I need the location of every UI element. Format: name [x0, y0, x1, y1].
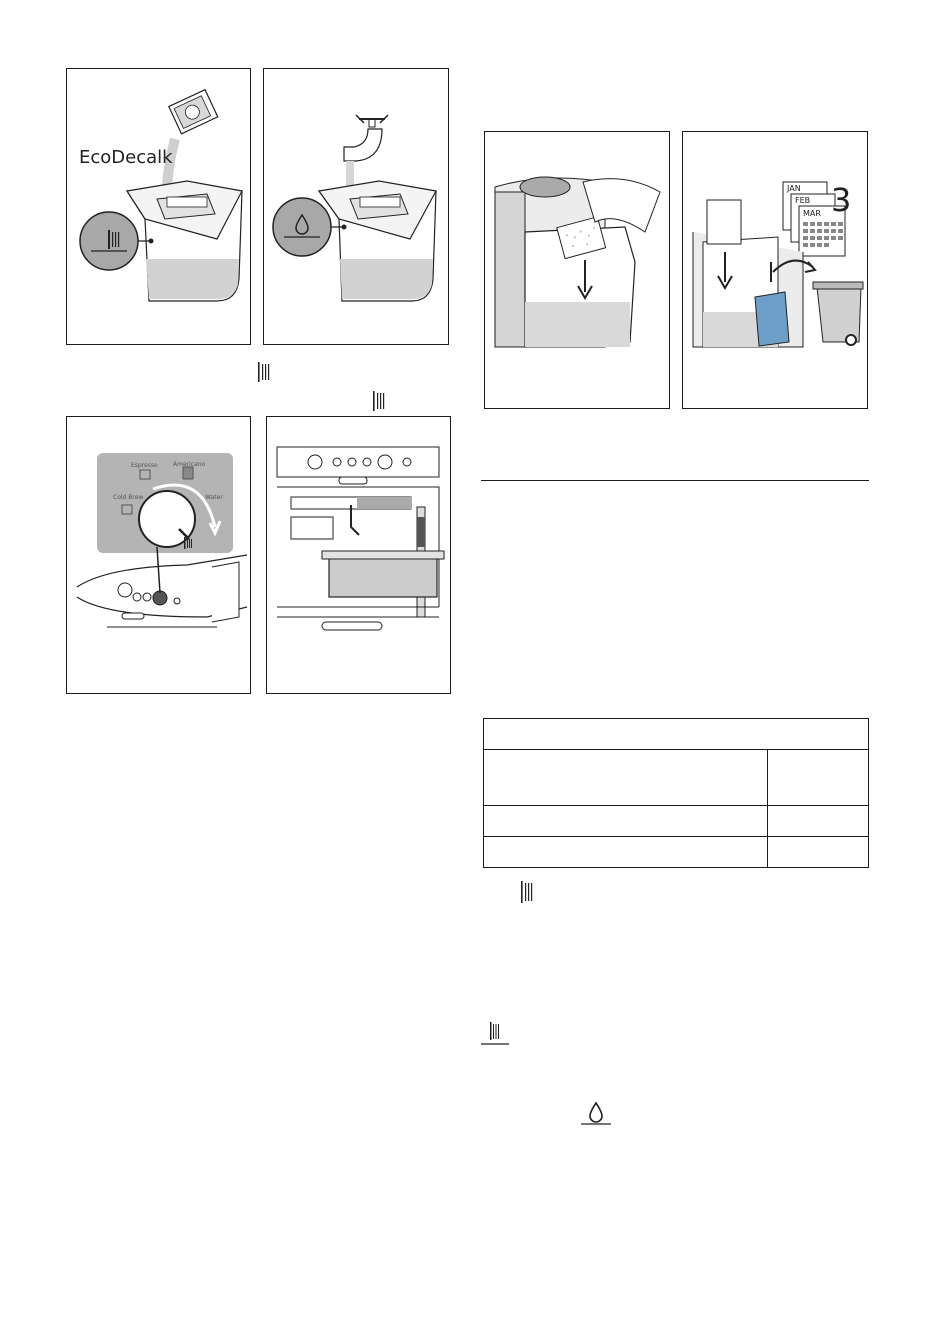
descale-icon: [520, 880, 534, 904]
water-drop-icon-underlined: [580, 1100, 612, 1128]
figure-drip-tray: [266, 416, 451, 694]
table-row: [484, 719, 869, 750]
label-cold-brew: Cold Brew: [113, 494, 144, 501]
table-row: [484, 806, 869, 837]
descaler-pour-illustration: [67, 69, 250, 344]
label-espresso: Espresso: [131, 462, 158, 469]
water-level-badge: [273, 198, 331, 256]
figure-dial-select: [66, 416, 251, 694]
figure-filter-insert: [484, 131, 670, 409]
descale-icon-underlined: [480, 1020, 510, 1048]
table-row: [484, 837, 869, 868]
reference-table: [483, 718, 869, 868]
descale-icon: [257, 361, 271, 383]
figure-filter-replace: [682, 131, 868, 409]
table-cell: [484, 806, 768, 837]
table-cell: [768, 806, 869, 837]
section-divider: [481, 480, 869, 481]
water-fill-illustration: [264, 69, 448, 344]
table-cell: [484, 750, 768, 806]
table-row: [484, 750, 869, 806]
calendar-month-mar: MAR: [803, 209, 821, 218]
label-water: Water: [205, 494, 223, 501]
descale-icon: [372, 390, 386, 412]
calendar-big-number: 3: [831, 181, 852, 219]
drip-tray-illustration: [267, 417, 450, 693]
filter-insert-illustration: [485, 132, 669, 408]
calendar-month-jan: JAN: [787, 184, 801, 193]
brand-ecodecalk: EcoDecalk: [79, 147, 173, 168]
filter-replace-illustration: [683, 132, 867, 408]
table-cell: [484, 837, 768, 868]
figure-descaler-pour: [66, 68, 251, 345]
table-cell: [768, 750, 869, 806]
table-header-cell: [484, 719, 869, 750]
calendar-month-feb: FEB: [795, 196, 811, 205]
figure-water-fill: [263, 68, 449, 345]
label-americano: Americano: [173, 461, 206, 468]
dial-illustration: [67, 417, 250, 693]
table-cell: [768, 837, 869, 868]
